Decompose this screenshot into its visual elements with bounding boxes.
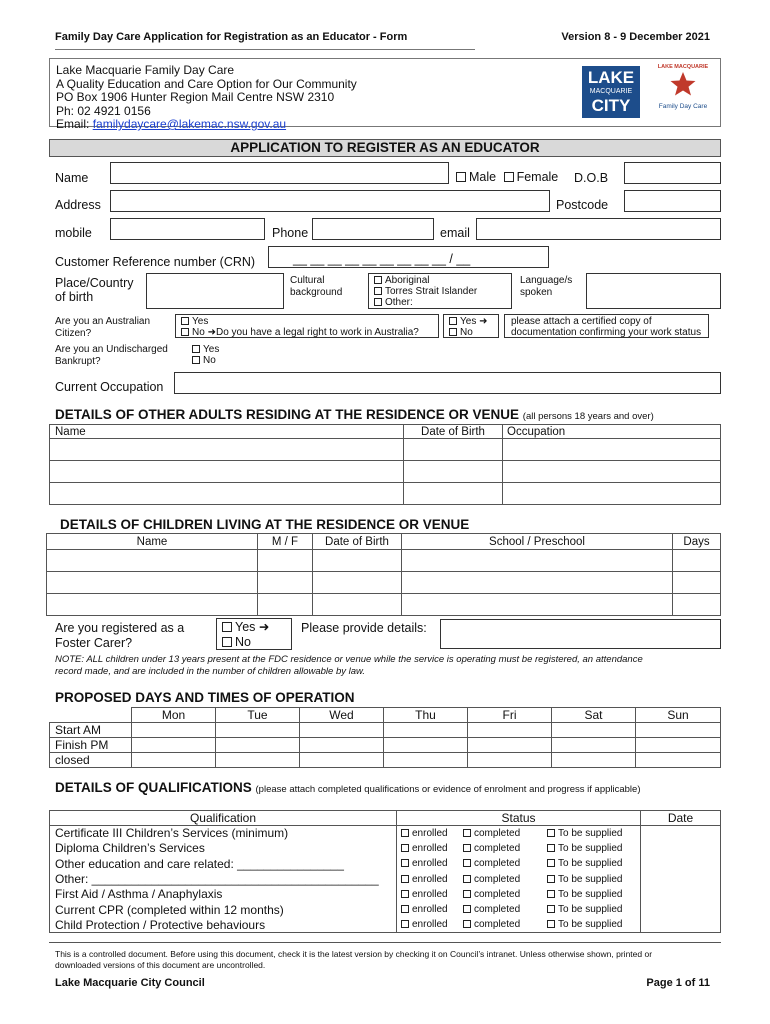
language-line2: spoken bbox=[520, 287, 553, 298]
occupation-input[interactable] bbox=[174, 372, 721, 394]
status-to-be-supplied bbox=[547, 919, 623, 930]
page-number: Page 1 of 11 bbox=[646, 977, 710, 989]
completed-label: completed bbox=[474, 873, 521, 885]
date-cell[interactable] bbox=[641, 826, 721, 841]
logo-city: CITY bbox=[591, 96, 631, 115]
enrolled-label: enrolled bbox=[412, 873, 448, 885]
org-tagline: A Quality Education and Care Option for Our Community bbox=[56, 76, 357, 91]
quals-title: DETAILS OF QUALIFICATIONS bbox=[55, 780, 252, 795]
to-be-supplied-checkbox[interactable] bbox=[547, 875, 555, 883]
enrolled-label: enrolled bbox=[412, 919, 448, 931]
other-checkbox[interactable] bbox=[374, 298, 382, 306]
status-completed bbox=[463, 904, 547, 915]
completed-label: completed bbox=[474, 919, 521, 931]
quals-col-qualification: Qualification bbox=[50, 811, 397, 826]
tsi-checkbox[interactable] bbox=[374, 287, 382, 295]
table-row[interactable] bbox=[50, 902, 721, 917]
to-be-supplied-label: To be supplied bbox=[558, 873, 623, 885]
day-sat: Sat bbox=[552, 708, 636, 723]
foster-no-label: No bbox=[235, 635, 251, 649]
citizen-line2: Citizen? bbox=[55, 328, 92, 339]
status-enrolled bbox=[401, 919, 463, 930]
note-line2: record made, and are included in the number of children allowable by law. bbox=[55, 666, 365, 677]
phone-label: Phone bbox=[272, 226, 309, 240]
bankrupt-line1: Are you an Undischarged bbox=[55, 344, 168, 355]
bankrupt-no-checkbox[interactable] bbox=[192, 356, 200, 364]
attach-line1: please attach a certified copy of bbox=[511, 316, 652, 327]
day-mon: Mon bbox=[132, 708, 216, 723]
postcode-input[interactable] bbox=[624, 190, 721, 212]
enrolled-label: enrolled bbox=[412, 888, 448, 900]
quals-section-title bbox=[55, 780, 641, 795]
mobile-label: mobile bbox=[55, 226, 92, 240]
row-finish: Finish PM bbox=[50, 738, 132, 753]
table-row[interactable] bbox=[50, 738, 721, 753]
status-to-be-supplied bbox=[547, 828, 623, 839]
cultural-line1: Cultural bbox=[290, 275, 325, 286]
cultural-label bbox=[290, 275, 342, 299]
status-to-be-supplied bbox=[547, 843, 623, 854]
day-thu: Thu bbox=[384, 708, 468, 723]
enrolled-label: enrolled bbox=[412, 904, 448, 916]
date-cell[interactable] bbox=[641, 871, 721, 886]
completed-checkbox[interactable] bbox=[463, 829, 471, 837]
bankrupt-line2: Bankrupt? bbox=[55, 356, 101, 367]
adults-col-dob: Date of Birth bbox=[404, 425, 503, 439]
male-checkbox[interactable] bbox=[456, 172, 466, 182]
male-label: Male bbox=[469, 170, 497, 184]
org-name: Lake Macquarie Family Day Care bbox=[56, 63, 235, 77]
completed-checkbox[interactable] bbox=[463, 875, 471, 883]
footer-line2: downloaded versions of this document are uncontrolled. bbox=[55, 959, 266, 970]
cultural-options bbox=[374, 275, 477, 308]
foster-options bbox=[222, 620, 269, 650]
status-completed bbox=[463, 889, 547, 900]
name-input[interactable] bbox=[110, 162, 449, 184]
qualification-label: Current CPR (completed within 12 months) bbox=[50, 902, 397, 917]
adults-note: (all persons 18 years and over) bbox=[522, 411, 654, 422]
foster-no-checkbox[interactable] bbox=[222, 637, 232, 647]
qualification-label: First Aid / Asthma / Anaphylaxis bbox=[50, 887, 397, 902]
table-row[interactable] bbox=[50, 841, 721, 856]
address-label: Address bbox=[55, 198, 101, 212]
qualification-label: Diploma Children’s Services bbox=[50, 841, 397, 856]
status-enrolled bbox=[401, 904, 463, 915]
table-row[interactable] bbox=[47, 550, 721, 572]
table-row[interactable] bbox=[50, 856, 721, 871]
enrolled-checkbox[interactable] bbox=[401, 905, 409, 913]
foster-line1: Are you registered as a bbox=[55, 621, 185, 635]
foster-question bbox=[55, 621, 184, 651]
row-start: Start AM bbox=[50, 723, 132, 738]
logo-macquarie: MACQUARIE bbox=[589, 88, 633, 95]
enrolled-label: enrolled bbox=[412, 842, 448, 854]
qualification-label: Other education and care related: ________________ bbox=[50, 856, 397, 871]
cultural-line2: background bbox=[290, 287, 343, 298]
day-fri: Fri bbox=[468, 708, 552, 723]
citizen-yes-label: Yes bbox=[192, 316, 209, 327]
citizen-yes-checkbox[interactable] bbox=[181, 317, 189, 325]
status-completed bbox=[463, 874, 547, 885]
day-wed: Wed bbox=[300, 708, 384, 723]
female-label: Female bbox=[516, 170, 559, 184]
citizen-no-label: No bbox=[192, 327, 205, 338]
citizen-line1: Are you an Australian bbox=[55, 316, 151, 327]
children-col-name: Name bbox=[47, 534, 258, 550]
postcode-label: Postcode bbox=[556, 198, 609, 212]
org-details bbox=[56, 64, 357, 132]
foster-details-input[interactable] bbox=[440, 619, 721, 649]
row-closed: closed bbox=[50, 753, 132, 768]
children-col-school: School / Preschool bbox=[402, 534, 673, 550]
date-cell[interactable] bbox=[641, 887, 721, 902]
quals-note: (please attach completed qualifications or evidence of enrolment and progress if applicable) bbox=[255, 784, 641, 795]
enrolled-checkbox[interactable] bbox=[401, 920, 409, 928]
bankrupt-no-label: No bbox=[203, 355, 216, 366]
table-row[interactable] bbox=[50, 887, 721, 902]
completed-checkbox[interactable] bbox=[463, 859, 471, 867]
status-enrolled bbox=[401, 874, 463, 885]
bankrupt-yes-checkbox[interactable] bbox=[192, 345, 200, 353]
work-no-label: No bbox=[460, 327, 473, 338]
arrow-right-icon: ➜ bbox=[258, 620, 270, 634]
completed-checkbox[interactable] bbox=[463, 890, 471, 898]
language-label bbox=[520, 275, 572, 299]
foster-yes-label: Yes bbox=[235, 620, 256, 634]
children-section-title: DETAILS OF CHILDREN LIVING AT THE RESIDENCE OR VENUE bbox=[60, 517, 470, 532]
adults-section-title bbox=[55, 407, 654, 422]
adults-col-occupation: Occupation bbox=[503, 425, 721, 439]
day-tue: Tue bbox=[216, 708, 300, 723]
enrolled-checkbox[interactable] bbox=[401, 875, 409, 883]
note-line1: NOTE: ALL children under 13 years present at the FDC residence or venue while the service is operating must be registered, an attendance bbox=[55, 654, 643, 665]
completed-label: completed bbox=[474, 827, 521, 839]
place-of-birth-input[interactable] bbox=[146, 273, 284, 309]
document-title: Family Day Care Application for Registration as an Educator - Form bbox=[55, 31, 408, 43]
quals-col-status: Status bbox=[397, 811, 641, 826]
completed-label: completed bbox=[474, 888, 521, 900]
completed-checkbox[interactable] bbox=[463, 844, 471, 852]
citizen-no-checkbox[interactable] bbox=[181, 328, 189, 336]
table-row[interactable] bbox=[50, 871, 721, 886]
to-be-supplied-label: To be supplied bbox=[558, 888, 623, 900]
status-to-be-supplied bbox=[547, 904, 623, 915]
day-sun: Sun bbox=[636, 708, 721, 723]
dob-label: D.O.B bbox=[574, 171, 609, 185]
header-rule bbox=[55, 49, 475, 50]
quals-header-row bbox=[50, 811, 721, 826]
lake-macquarie-city-logo bbox=[582, 66, 640, 118]
citizen-options bbox=[181, 316, 419, 338]
footer-council: Lake Macquarie City Council bbox=[55, 977, 205, 989]
citizen-question bbox=[55, 316, 150, 340]
email-link[interactable]: familydaycare@lakemac.nsw.gov.au bbox=[92, 117, 287, 131]
table-row[interactable] bbox=[50, 826, 721, 841]
enrolled-checkbox[interactable] bbox=[401, 829, 409, 837]
qualifications-table bbox=[49, 810, 721, 933]
adults-title: DETAILS OF OTHER ADULTS RESIDING AT THE RESIDENCE OR VENUE bbox=[55, 407, 520, 422]
email-label: Email: bbox=[56, 117, 90, 131]
arrow-right-icon: ➜ bbox=[479, 316, 488, 327]
to-be-supplied-label: To be supplied bbox=[558, 827, 623, 839]
footer-rule bbox=[49, 942, 721, 943]
status-options bbox=[397, 887, 641, 902]
work-right-question: Do you have a legal right to work in Australia? bbox=[215, 327, 419, 338]
status-enrolled bbox=[401, 858, 463, 869]
language-line1: Language/s bbox=[520, 275, 573, 286]
logo-lake: LAKE bbox=[587, 68, 635, 87]
to-be-supplied-checkbox[interactable] bbox=[547, 859, 555, 867]
enrolled-checkbox[interactable] bbox=[401, 890, 409, 898]
to-be-supplied-label: To be supplied bbox=[558, 919, 623, 931]
to-be-supplied-checkbox[interactable] bbox=[547, 905, 555, 913]
children-col-days: Days bbox=[673, 534, 721, 550]
status-options bbox=[397, 871, 641, 886]
enrolled-label: enrolled bbox=[412, 858, 448, 870]
org-po-box: PO Box 1906 Hunter Region Mail Centre NSW 2310 bbox=[56, 90, 335, 104]
children-header-row bbox=[47, 534, 721, 550]
crn-input[interactable]: __ __ __ __ __ __ __ __ __ / __ bbox=[268, 246, 549, 268]
days-table bbox=[49, 707, 721, 768]
language-input[interactable] bbox=[586, 273, 721, 309]
other-label: Other: bbox=[385, 297, 413, 308]
footer-disclaimer bbox=[55, 949, 652, 970]
status-options bbox=[397, 841, 641, 856]
table-row[interactable] bbox=[50, 461, 721, 483]
table-row[interactable] bbox=[47, 594, 721, 616]
to-be-supplied-label: To be supplied bbox=[558, 858, 623, 870]
completed-label: completed bbox=[474, 858, 521, 870]
days-header-row bbox=[50, 708, 721, 723]
to-be-supplied-checkbox[interactable] bbox=[547, 920, 555, 928]
foster-line2: Foster Carer? bbox=[55, 636, 133, 650]
children-note bbox=[55, 654, 643, 678]
status-completed bbox=[463, 858, 547, 869]
qualification-label: Other: ___________________________________________ bbox=[50, 871, 397, 886]
family-day-care-logo bbox=[652, 64, 714, 122]
occupation-label: Current Occupation bbox=[55, 380, 164, 394]
status-options bbox=[397, 917, 641, 932]
form-title: APPLICATION TO REGISTER AS AN EDUCATOR bbox=[49, 139, 721, 157]
date-cell[interactable] bbox=[641, 856, 721, 871]
status-to-be-supplied bbox=[547, 874, 623, 885]
phone-input[interactable] bbox=[312, 218, 434, 240]
work-yes-label: Yes bbox=[460, 316, 477, 327]
status-completed bbox=[463, 919, 547, 930]
place-of-birth-label bbox=[55, 276, 134, 304]
table-row[interactable] bbox=[50, 917, 721, 932]
to-be-supplied-checkbox[interactable] bbox=[547, 890, 555, 898]
foster-yes-checkbox[interactable] bbox=[222, 622, 232, 632]
org-phone: Ph: 02 4921 0156 bbox=[56, 103, 151, 118]
date-cell[interactable] bbox=[641, 902, 721, 917]
work-no-checkbox[interactable] bbox=[449, 328, 457, 336]
bankrupt-question bbox=[55, 344, 168, 368]
status-to-be-supplied bbox=[547, 889, 623, 900]
to-be-supplied-label: To be supplied bbox=[558, 842, 623, 854]
work-yes-checkbox[interactable] bbox=[449, 317, 457, 325]
footer-line1: This is a controlled document. Before using this document, check it is the latest version by checking it on Council’s intranet. Unless otherwise shown, printed or bbox=[55, 949, 653, 959]
place-label-line2: of birth bbox=[55, 290, 94, 304]
email-field-label: email bbox=[440, 226, 470, 240]
adults-header-row bbox=[50, 425, 721, 439]
status-options bbox=[397, 902, 641, 917]
status-completed bbox=[463, 828, 547, 839]
work-right-options bbox=[449, 316, 488, 338]
foster-details-label: Please provide details: bbox=[301, 621, 427, 635]
to-be-supplied-checkbox[interactable] bbox=[547, 829, 555, 837]
to-be-supplied-checkbox[interactable] bbox=[547, 844, 555, 852]
arrow-right-icon: ➜ bbox=[207, 327, 216, 338]
days-section-title: PROPOSED DAYS AND TIMES OF OPERATION bbox=[55, 690, 355, 705]
attach-note bbox=[511, 316, 701, 338]
table-row[interactable] bbox=[47, 572, 721, 594]
to-be-supplied-label: To be supplied bbox=[558, 904, 623, 916]
bankrupt-options bbox=[192, 344, 219, 366]
completed-checkbox[interactable] bbox=[463, 920, 471, 928]
adults-table bbox=[49, 424, 721, 505]
table-row[interactable] bbox=[50, 723, 721, 738]
date-cell[interactable] bbox=[641, 917, 721, 932]
completed-label: completed bbox=[474, 842, 521, 854]
quals-col-date: Date bbox=[641, 811, 721, 826]
status-options bbox=[397, 826, 641, 841]
aboriginal-label: Aboriginal bbox=[385, 275, 430, 286]
children-col-mf: M / F bbox=[258, 534, 313, 550]
place-label-line1: Place/Country bbox=[55, 276, 134, 290]
version-label: Version 8 - 9 December 2021 bbox=[561, 31, 710, 43]
star-icon bbox=[668, 70, 698, 98]
children-table bbox=[46, 533, 721, 616]
mobile-input[interactable] bbox=[110, 218, 265, 240]
status-completed bbox=[463, 843, 547, 854]
address-input[interactable] bbox=[110, 190, 550, 212]
table-row[interactable] bbox=[50, 753, 721, 768]
email-input[interactable] bbox=[476, 218, 721, 240]
qualification-label: Certificate III Children’s Services (minimum) bbox=[50, 826, 397, 841]
table-row[interactable] bbox=[50, 483, 721, 505]
status-enrolled bbox=[401, 889, 463, 900]
gender-options bbox=[456, 170, 558, 184]
tsi-label: Torres Strait Islander bbox=[385, 286, 478, 297]
enrolled-checkbox[interactable] bbox=[401, 844, 409, 852]
crn-label: Customer Reference number (CRN) bbox=[55, 255, 256, 269]
fdc-logo-top: LAKE MACQUARIE bbox=[657, 64, 709, 70]
fdc-logo-bottom: Family Day Care bbox=[658, 103, 708, 110]
female-checkbox[interactable] bbox=[504, 172, 514, 182]
date-cell[interactable] bbox=[641, 841, 721, 856]
aboriginal-checkbox[interactable] bbox=[374, 276, 382, 284]
children-col-dob: Date of Birth bbox=[313, 534, 402, 550]
bankrupt-yes-label: Yes bbox=[203, 344, 220, 355]
attach-line2: documentation confirming your work status bbox=[511, 327, 702, 338]
completed-checkbox[interactable] bbox=[463, 905, 471, 913]
name-label: Name bbox=[55, 171, 89, 185]
status-enrolled bbox=[401, 828, 463, 839]
enrolled-checkbox[interactable] bbox=[401, 859, 409, 867]
status-to-be-supplied bbox=[547, 858, 623, 869]
enrolled-label: enrolled bbox=[412, 827, 448, 839]
qualification-label: Child Protection / Protective behaviours bbox=[50, 917, 397, 932]
table-row[interactable] bbox=[50, 439, 721, 461]
dob-input[interactable] bbox=[624, 162, 721, 184]
adults-col-name: Name bbox=[50, 425, 404, 439]
status-options bbox=[397, 856, 641, 871]
completed-label: completed bbox=[474, 904, 521, 916]
status-enrolled bbox=[401, 843, 463, 854]
